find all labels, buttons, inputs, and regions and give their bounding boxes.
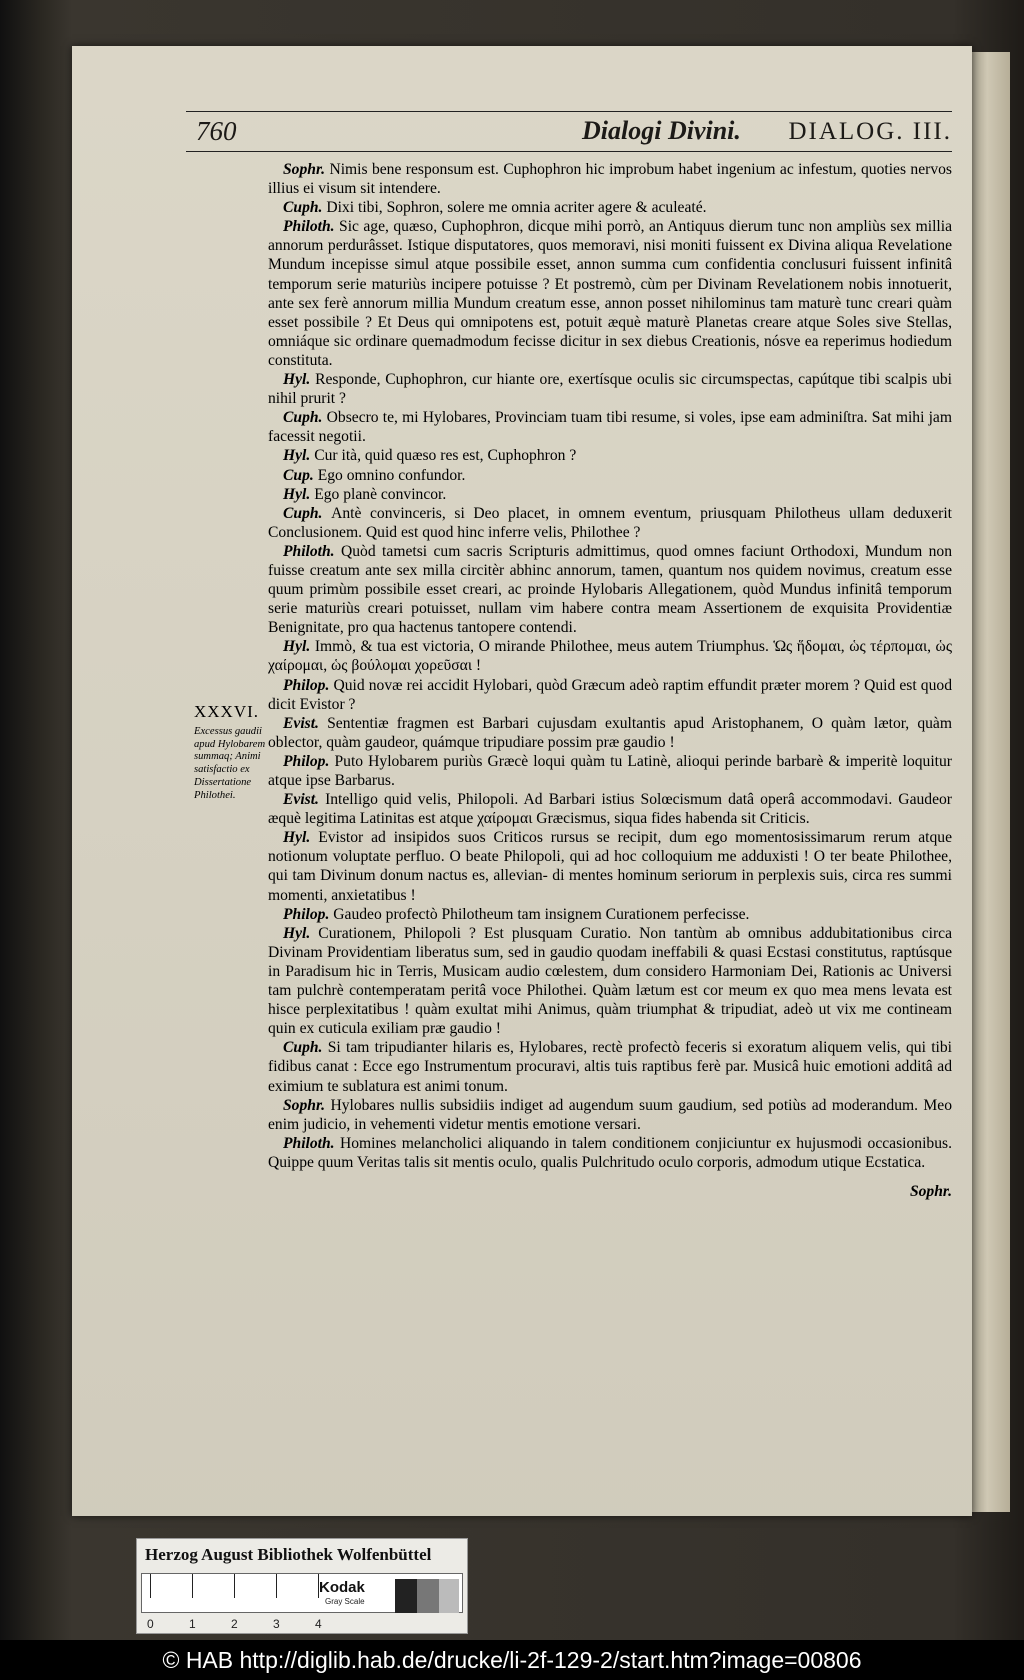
scale-tick (150, 1574, 151, 1598)
dialogue-paragraph (268, 790, 952, 828)
speech-text: Quòd tametsi cum sacris Scripturis admittimus, quod omnes faciunt Orthodoxi, Mundum non fuisse creatum ante sex milla circitèr abhinc annorum, tamen, quantum nos quidem novimus, creatum esse quum primùm possibile esset creari, ac proinde Hylobaris Allegationem, quòd Mundus infinitâ temporum serie maturiùs creari potuisset, nullam vim habere contra meam Assertionem de exquisita Providentiæ Benignitate, pro qua hactenus tantopere contendi. (268, 542, 953, 637)
speech-text: Homines melancholici aliquando in talem conditionem conjiciuntur ex hujusmodi occasionibus. Quippe quum Veritas talis sit mentis oculo, qualis Pulchritudo oculo corporis, admodum utique Ecstatica. (268, 1134, 952, 1171)
speaker-label: Philoth. (283, 1134, 335, 1152)
catchword: Sophr. (909, 1182, 952, 1200)
scale-number: 1 (189, 1617, 196, 1631)
dialogue-paragraph (268, 198, 952, 217)
speaker-label: Philoth. (283, 542, 335, 560)
speaker-label: Hyl. (283, 924, 311, 942)
speaker-label: Cuph. (283, 1039, 323, 1057)
gray-patch-light (439, 1579, 459, 1613)
speech-text: Puto Hylobarem puriùs Græcè loqui quàm tu Latinè, alioqui perinde barbarè & imperitè loquitur atque ipse Barbarus. (268, 752, 952, 789)
scale-number: 0 (147, 1617, 154, 1631)
dialogue-paragraph (268, 1038, 952, 1095)
speech-text: Si tam tripudianter hilaris es, Hylobares, rectè profectò feceris si exoratum aliquem velis, qui tibi fidibus canat : Ecce ego Instrumentum procuravi, altis tuis raptibus ferè par. Musicâ huic emotioni additâ ad eximium te sublatura est animi tonum. (268, 1039, 952, 1095)
dialogue-paragraph (268, 637, 952, 675)
dialogue-paragraph (268, 542, 952, 637)
scale-number: 3 (273, 1617, 280, 1631)
running-title: Dialogi Divini. (582, 116, 741, 145)
speech-text: Hylobares nullis subsidiis indiget ad augendum suum gaudium, sed potiùs ad moderandum. Meo enim judicio, in vehementi videtur mentis emotione versari. (268, 1096, 952, 1133)
dialogue-paragraph (268, 485, 952, 504)
speaker-label: Hyl. (283, 447, 311, 465)
head-rule-bottom (186, 151, 952, 152)
speaker-label: Philop. (283, 676, 330, 694)
speaker-label: Evist. (283, 714, 319, 732)
scale-tick (234, 1574, 235, 1598)
dialogue-paragraph (268, 504, 952, 542)
kodak-logo: Kodak (319, 1579, 365, 1596)
scale-number: 4 (315, 1617, 322, 1631)
dialogue-paragraph (268, 370, 952, 408)
dialogue-paragraph (268, 752, 952, 790)
facing-page-edge (972, 52, 1010, 1512)
speech-text: Curationem, Philopoli ? Est plusquam Curatio. Non tantùm ab omnibus addubitationibus circa Divinam Providentiam liberatus sum, sed in gaudio quodam ineffabili & quasi Ecstasi constitutus, raptúsque in Paradisum hic in Terris, Musicam audio cœlestem, dum considero Harmoniam Dei, Rationis ac Universi tam pulchrè contemperatam peritâ voce Philothei. Quàm lætum est cor meum ex quo mea mens levata est hisce perplexitatibus ! quàm exultat mihi Animus, quàm triumphat & tripudiat, adeò ut vix me contineam quin ex cuticula exiliam præ gaudio ! (268, 924, 952, 1038)
copyright-footer: © HAB http://diglib.hab.de/drucke/li-2f-129-2/start.htm?image=00806 (0, 1640, 1024, 1680)
speaker-label: Hyl. (283, 638, 311, 656)
speaker-label: Cuph. (283, 409, 323, 427)
gray-patch-dark (395, 1579, 417, 1613)
speech-text: Ego planè convincor. (314, 485, 447, 503)
speech-text: Sic age, quæso, Cuphophron, dicque mihi porrò, an Antiquus dierum tunc non ampliùs sex millia annorum perdurâsset. Istique disputatores, quos memoravi, nisi moniti fuissent ex Divina aliqua Revelatione Mundum incepisse simul atque possibile esset, annon summa cum confidentia conclusuri fuissent infinitâ temporum serie maturiùs incipere potuisse ? Et postremò, cùm per Divinam Revelationem nobis innotuerit, ante sex ferè annorum millia Mundum creatum esse, annon posset nihilominus tam maturè tunc creari quàm esset possibile ? Et Deus qui omnipotens est, potuit æquè maturè Planetas creare atque Soles sive Stellas, omniáque sic ordinare quemadmodum fecisse dicitur in sex diebus Creationis, nósve ea reperimus hodiedum constituta. (268, 218, 952, 369)
dialogue-paragraph (268, 828, 952, 904)
margin-note (194, 702, 272, 802)
dialogue-paragraph (268, 466, 952, 485)
speaker-label: Philoth. (283, 218, 335, 236)
dialogue-paragraph (268, 714, 952, 752)
dialogue-paragraph (268, 446, 952, 465)
speech-text: Cur ità, quid quæso res est, Cuphophron ? (314, 447, 577, 465)
speaker-label: Evist. (283, 791, 319, 809)
dialogue-paragraph (268, 924, 952, 1039)
speech-text: Sententiæ fragmen est Barbari cujusdam exultantis apud Aristophanem, O quàm lætor, quàm oblector, quàm gaudeor, quámque tripudiare possim præ gaudio ! (268, 714, 952, 751)
head-rule-top (186, 111, 952, 112)
speaker-label: Cup. (283, 466, 314, 484)
section-number: XXXVI. (194, 702, 260, 721)
dialogue-paragraph (268, 676, 952, 714)
margin-note-text: Excessus gaudii apud Hylobarem summaq; Animi satisfactio ex Dissertatione Philothei. (194, 726, 266, 801)
speech-text: Nimis bene responsum est. Cuphophron hic improbum habet ingenium ac infestum, quoties nervos illius ei visum sit intendere. (268, 161, 952, 198)
speaker-label: Hyl. (283, 485, 311, 503)
library-name: Herzog August Bibliothek Wolfenbüttel (145, 1545, 432, 1564)
speaker-label: Sophr. (283, 161, 326, 178)
speaker-label: Hyl. (283, 829, 311, 847)
dialogue-paragraph (268, 408, 952, 446)
dialogue-paragraph (268, 1096, 952, 1134)
scale-tick (276, 1574, 277, 1598)
speech-text: Antè convinceris, si Deo placet, in omnem eventum, priusquam Philotheus ullam deduxerit Conclusionem. Quid est quod hinc inferre velis, Philothee ? (268, 504, 952, 541)
library-stamp (136, 1538, 468, 1634)
speech-text: Obsecro te, mi Hylobares, Provinciam tuam tibi resume, si voles, ipse eam adminiſtra. Sat mihi jam facessit negotii. (268, 409, 952, 446)
dialogue-text (268, 160, 952, 1201)
speaker-label: Hyl. (283, 371, 311, 389)
scale-number: 2 (231, 1617, 238, 1631)
dialogue-paragraph (268, 217, 952, 370)
speech-text: Evistor ad insipidos suos Criticos rursus se recipit, dum ego momentosissimarum rerum atque notionum voluptate perfluo. O beate Philopoli, qui ad hoc colloquium me adduxisti ! O ter beate Philothee, qui tam Divinum donum nactus es, allevian- di mentes hominum seriorum in perplexis suis, circa res summi momenti, anxietatibus ! (268, 829, 952, 904)
speech-text: Dixi tibi, Sophron, solere me omnia acriter agere & aculeaté. (326, 199, 707, 217)
speaker-label: Philop. (283, 752, 330, 770)
speech-text: Intelligo quid velis, Philopoli. Ad Barbari istius Solœcismum datâ operâ accommodavi. Gaudeor æquè legitima Latinitas est atque χαίρομαι Græcismus, siqua fides habenda sit Criticis. (268, 791, 952, 828)
running-head (186, 114, 952, 150)
speech-text: Immò, & tua est victoria, O mirande Philothee, meus autem Triumphus. Ὡς ἥδομαι, ὡς τέρπομαι, ὡς χαίρομαι, ὡς βούλομαι χορεῦσαι ! (268, 638, 952, 675)
dialog-label: DIALOG. III. (788, 118, 952, 145)
speaker-label: Cuph. (283, 504, 323, 522)
dialogue-paragraph (268, 1134, 952, 1172)
speaker-label: Philop. (283, 905, 330, 923)
page-number: 760 (196, 116, 237, 146)
speaker-label: Cuph. (283, 199, 323, 217)
speech-text: Ego omnino confundor. (317, 466, 466, 484)
speech-text: Quid novæ rei accidit Hylobari, quòd Græcum adeò raptim effundit præter morem ? Quid est quod dicit Evistor ? (268, 676, 952, 713)
speech-text: Gaudeo profectò Philotheum tam insignem Curationem perfecisse. (333, 905, 750, 923)
speaker-label: Sophr. (283, 1096, 326, 1114)
gray-patch-mid (417, 1579, 439, 1613)
scale-tick (192, 1574, 193, 1598)
speech-text: Responde, Cuphophron, cur hiante ore, exertísque oculis sic circumspectas, capútque tibi scalpis ubi nihil prurit ? (268, 371, 952, 408)
dialogue-paragraph (268, 905, 952, 924)
dialogue-paragraph (268, 160, 952, 198)
gray-scale-label: Gray Scale (325, 1597, 365, 1606)
